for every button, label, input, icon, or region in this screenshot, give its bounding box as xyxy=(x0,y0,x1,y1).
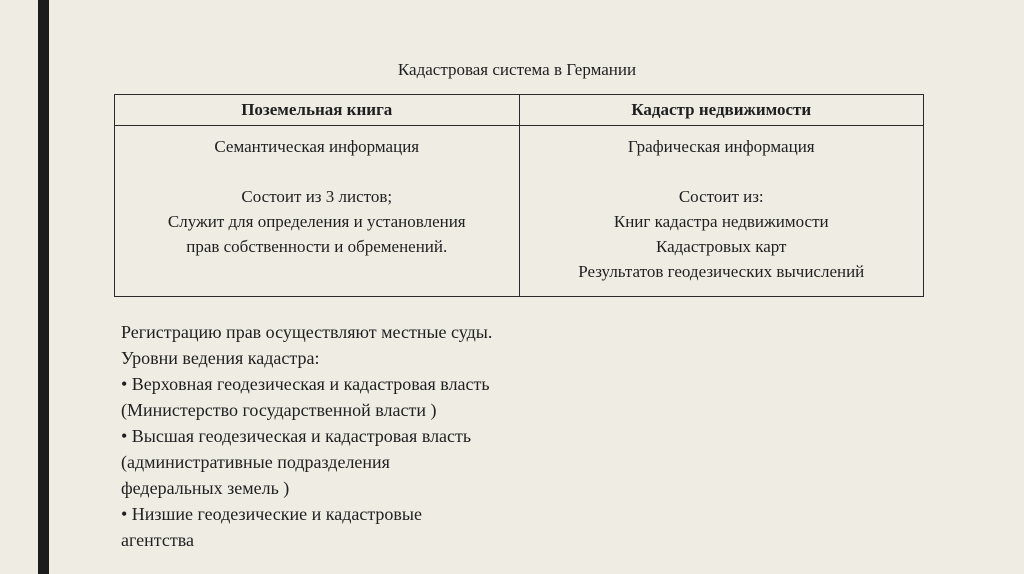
note-line: Регистрацию прав осуществляют местные суды. xyxy=(121,322,493,342)
cell-real-estate-cadastre xyxy=(519,126,924,297)
cadastre-comparison-table xyxy=(114,94,924,297)
header-land-book: Поземельная книга xyxy=(115,95,520,126)
table-header-row xyxy=(115,95,924,126)
note-line: • Верховная геодезическая и кадастровая власть xyxy=(121,374,490,394)
header-real-estate-cadastre: Кадастр недвижимости xyxy=(519,95,924,126)
left-accent-bar xyxy=(38,0,49,574)
cell-line: Служит для определения и установления xyxy=(167,212,466,231)
table-row xyxy=(115,126,924,297)
cell-line: Графическая информация xyxy=(627,137,815,156)
note-line: • Низшие геодезические и кадастровые xyxy=(121,504,422,524)
cell-line: Книг кадастра недвижимости xyxy=(613,212,829,231)
note-line: Уровни ведения кадастра: xyxy=(121,348,320,368)
slide-title: Кадастровая система в Германии xyxy=(397,60,637,79)
cell-line: Семантическая информация xyxy=(214,137,420,156)
cell-line: Состоит из 3 листов; xyxy=(241,187,393,206)
note-line: федеральных земель ) xyxy=(121,478,290,498)
cell-line: прав собственности и обременений. xyxy=(186,237,448,256)
cell-line: Состоит из: xyxy=(678,187,764,206)
cell-land-book xyxy=(115,126,520,297)
cell-line: Кадастровых карт xyxy=(656,237,787,256)
cell-line xyxy=(121,159,513,184)
note-line: (административные подразделения xyxy=(121,452,390,472)
notes-block xyxy=(121,319,492,553)
note-line: агентства xyxy=(121,530,194,550)
note-line: • Высшая геодезическая и кадастровая власть xyxy=(121,426,472,446)
note-line: (Министерство государственной власти ) xyxy=(121,400,437,420)
cell-line: Результатов геодезических вычислений xyxy=(578,262,865,281)
cell-line xyxy=(526,159,918,184)
